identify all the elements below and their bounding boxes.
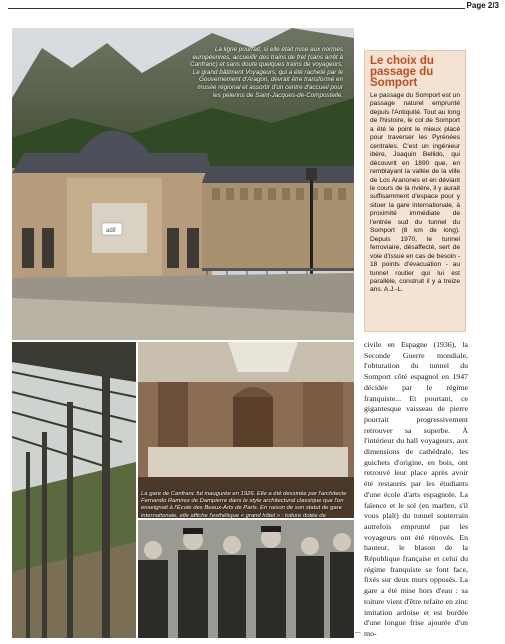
sidebar-box — [364, 50, 466, 332]
page-number: Page 2/3 — [466, 1, 499, 10]
header-rule — [8, 8, 465, 9]
article-body-text: civile en Espagne (1936), la Seconde Guerre mondiale, l'obturation du tunnel du Somport côté espagnol en 1947 décidée par le régime franquiste... Et pourtant, ce gigantesque vaisseau de pierre pourrait progressivement retrouver sa superbe. À l'intérieur du hall voyageurs, aux dimensions de cathédrale, les guichets d'origine, en bois, ont retrouvé leur place après avoir été restaurés par les étudiants d'une école d'arts espagnole. La faïence et le sol (en marbre, s'il vous plaît) du tunnel souterrain autrefois emprunté par les voyageurs ont été rénovés. En hauteur, le blason de la République française et celui du régime franquiste se font face, fixés sur deux murs opposés. La gare a été mise hors d'eau : sa toiture vient d'être refaite en zinc imitation ardoise et est bordée d'une longue frise ajourée d'un mo- — [364, 340, 468, 638]
hall-photo-caption: La gare de Canfranc fut inaugurée en 1926. Elle a été dessinée par l'architecte Fernando Ramirez de Dampierre dans le style architectural classique que l'on enseignait à l'École des Beaux-Arts de Paris. En raison de son statut de gare internationale, elle affiche l'esthétique « grand hôtel » : toiture dotée de — [141, 491, 347, 519]
sidebar-body: Le passage du Somport est un passage naturel emprunté depuis l'Antiquité. Tout au long de l'histoire, le col de Somport a été le point le mieux placé pour traverser les Pyrénées centrales. C'est un ingénieur ibère, Joaquin Bellido, qui découvrit en 1890 que, en remblayant la vallée de la ville de Los Aranones et en déviant le cours de la rivière, il y aurait suffisamment d'espace pour y situer la gare internationale, à proximité immédiate de l'entrée sud du tunnel du Somport (8 km de long). Depuis 1970, le tunnel ferroviaire, désaffecté, sert de voie d'issue en cas de besoin - 18 points d'évacuation - au tunnel routier qui lui est parallèle, construit il y a treize ans. A.J.-L. — [370, 92, 460, 294]
page-header — [0, 0, 505, 14]
sidebar-title: Le choix du passage du Somport — [370, 55, 434, 89]
photo-credit-mark: ⟵ — [355, 630, 361, 635]
station-photo-caption: La ligne pourrait, si elle était mise aux normes européennes, accueillir des trains de fret (sans arrêt à Canfranc) et sans doute quelques trains de voyageurs. Le grand bâtiment Voyageurs, qui a été racheté par le Gouvernement d'Aragon, devrait être transformé en musée régional et assortir d'un centre d'accueil pour les pèlerins de Saint-Jacques-de-Compostelle. — [190, 46, 343, 99]
historical-crowd-photo — [138, 520, 354, 638]
platform-canopy-photo — [12, 342, 136, 638]
adif-sign: adif — [106, 228, 116, 234]
